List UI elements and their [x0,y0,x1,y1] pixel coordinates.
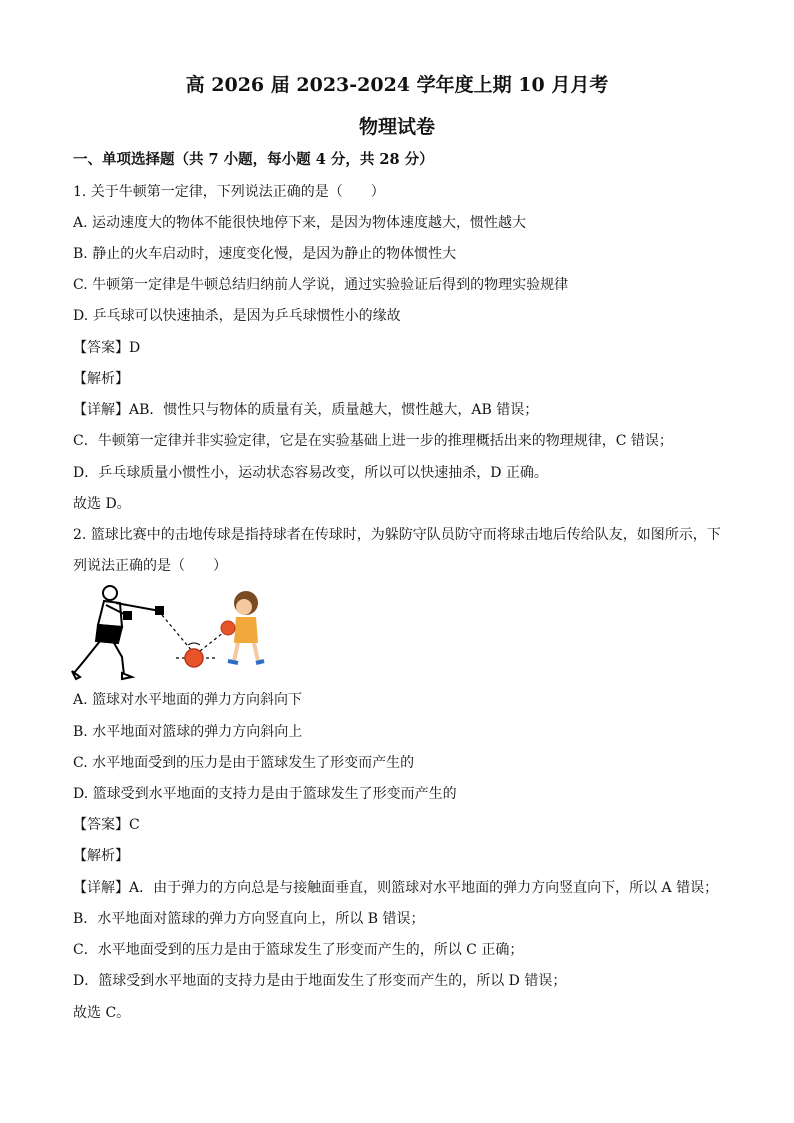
q2-analysis-label: 【解析】 [73,848,129,864]
section-heading: 一、单项选择题（共 7 小题，每小题 4 分，共 28 分） [73,151,434,168]
q1-analysis-label: 【解析】 [73,371,129,387]
q2-detail-line: 【详解】A．由于弹力的方向总是与接触面垂直，则篮球对水平地面的弹力方向竖直向下，所以 A 错误； [73,880,719,896]
q2-stem-continued: 列说法正确的是（ ） [73,558,227,574]
q1-option-c: C. 牛顿第一定律是牛顿总结归纳前人学说，通过实验验证后得到的物理实验规律 [73,277,569,293]
q2-option-d: D. 篮球受到水平地面的支持力是由于篮球发生了形变而产生的 [73,786,457,802]
q2-answer: 【答案】C [73,817,140,833]
bounce-angle-mark [188,643,200,645]
exam-subtitle: 物理试卷 [358,116,435,138]
q1-detail-line: C．牛顿第一定律并非实验定律，它是在实验基础上进一步的推理概括出来的物理规律，C 错误； [73,433,673,449]
q2-option-c: C. 水平地面受到的压力是由于篮球发生了形变而产生的 [73,755,415,771]
exam-title: 高 2026 届 2023-2024 学年度上期 10 月月考 [185,74,609,96]
passer-figure [72,586,163,679]
bounce-pass-illustration [70,585,270,685]
q2-conclusion: 故选 C。 [73,1005,131,1021]
q2-detail-line: B．水平地面对篮球的弹力方向竖直向上，所以 B 错误； [73,911,425,927]
q1-option-a: A. 运动速度大的物体不能很快地停下来，是因为物体速度越大，惯性越大 [73,215,527,231]
q2-detail-line: C．水平地面受到的压力是由于篮球发生了形变而产生的，所以 C 正确； [73,942,524,958]
receiver-figure [221,591,264,663]
q1-conclusion: 故选 D。 [73,496,131,512]
q1-answer: 【答案】D [73,340,141,356]
q1-option-d: D. 乒乓球可以快速抽杀，是因为乒乓球惯性小的缘故 [73,308,401,324]
q2-option-b: B. 水平地面对篮球的弹力方向斜向上 [73,724,303,740]
q1-detail-line: D．乒乓球质量小惯性小，运动状态容易改变，所以可以快速抽杀，D 正确。 [73,465,548,481]
q2-detail-line: D．篮球受到水平地面的支持力是由于地面发生了形变而产生的，所以 D 错误； [73,973,567,989]
q2-option-a: A. 篮球对水平地面的弹力方向斜向下 [73,692,303,708]
basketball-bounce-icon [185,649,203,667]
q1-detail-line: 【详解】AB．惯性只与物体的质量有关，质量越大，惯性越大，AB 错误； [73,402,539,418]
q1-option-b: B. 静止的火车启动时，速度变化慢，是因为静止的物体惯性大 [73,246,457,262]
q1-stem: 1. 关于牛顿第一定律，下列说法正确的是（ ） [73,184,385,200]
bounce-pass-figure [70,585,270,685]
q2-stem: 2. 篮球比赛中的击地传球是指持球者在传球时，为躲防守队员防守而将球击地后传给队友，如图所示，下 [73,527,721,543]
